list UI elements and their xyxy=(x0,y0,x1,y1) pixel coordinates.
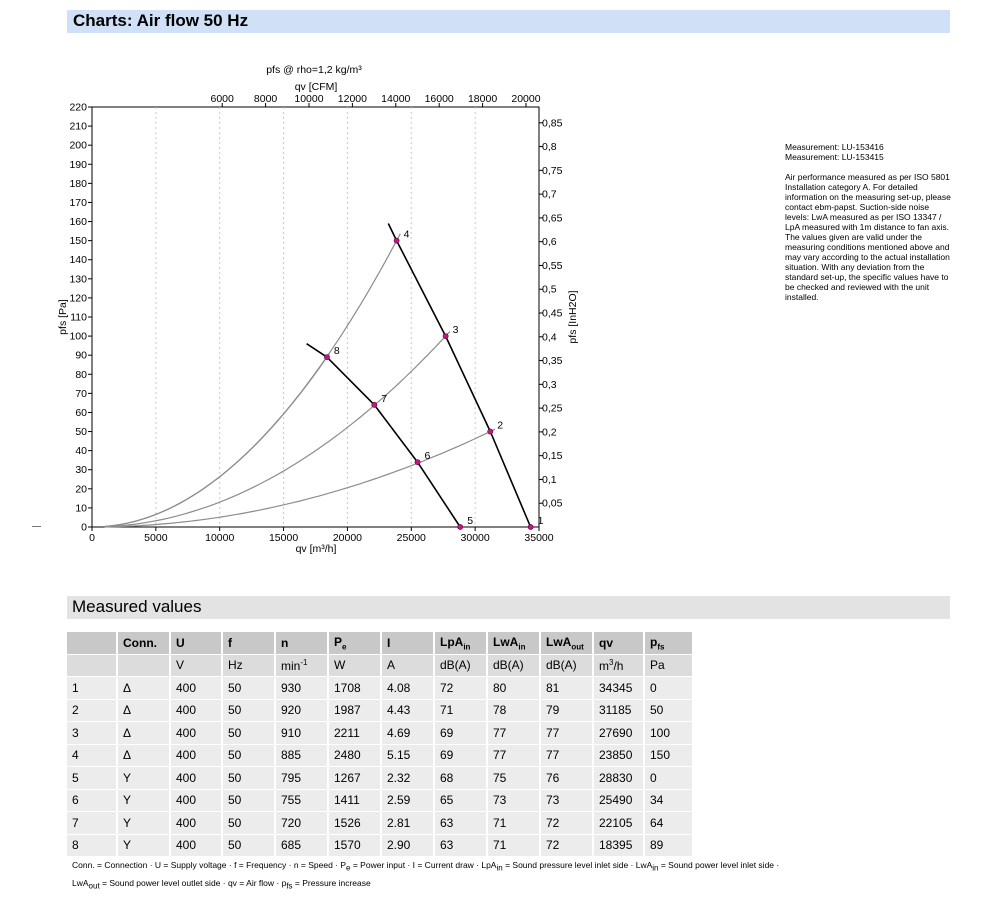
table-cell: 78 xyxy=(488,700,541,723)
operating-point xyxy=(443,333,448,338)
table-cell: 795 xyxy=(276,767,329,790)
table-cell: 1 xyxy=(67,677,118,700)
table-cell: 150 xyxy=(645,745,694,768)
table-cell: 400 xyxy=(171,700,223,723)
legend-text: = Pressure increase xyxy=(292,877,371,888)
y2-tick-label: 0,55 xyxy=(542,259,563,272)
operating-point xyxy=(324,354,329,359)
measured-values-header xyxy=(67,596,950,619)
y-tick-label: 170 xyxy=(69,196,87,209)
table-cell: 34345 xyxy=(594,677,645,700)
table-cell: Y xyxy=(118,767,171,790)
table-cell: 2.32 xyxy=(382,767,435,790)
table-cell: 68 xyxy=(435,767,488,790)
table-row xyxy=(67,835,694,858)
table-cell: 50 xyxy=(223,812,276,835)
x-tick-label: 35000 xyxy=(524,532,554,544)
operating-point-label: 5 xyxy=(467,515,474,527)
legend-sub: in xyxy=(652,863,659,873)
table-cell: 400 xyxy=(171,722,223,745)
header-n: n xyxy=(276,632,329,655)
table-cell: 77 xyxy=(541,745,594,768)
x-tick-label: 30000 xyxy=(460,532,490,544)
y-tick-label: 10 xyxy=(75,502,87,515)
y-tick-label: 90 xyxy=(75,349,87,362)
table-cell: 400 xyxy=(171,677,223,700)
x2-tick-label: 18000 xyxy=(467,93,498,105)
header-lwaout-main: LwA xyxy=(546,634,572,649)
legend-sub: e xyxy=(346,863,351,873)
table-cell: 50 xyxy=(645,700,694,723)
table-cell: 22105 xyxy=(594,812,645,835)
operating-point xyxy=(372,402,377,407)
y2-axis-label: pfs [InH2O] xyxy=(567,290,579,344)
header-lpain xyxy=(435,632,488,655)
x2-axis-label: qv [CFM] xyxy=(294,81,338,93)
y-tick-label: 100 xyxy=(69,330,87,343)
table-cell: 69 xyxy=(435,722,488,745)
table-cell: 1570 xyxy=(329,835,382,858)
table-cell: 25490 xyxy=(594,790,645,813)
unit-i: A xyxy=(382,655,435,678)
measurement-id-2: Measurement: LU-153415 xyxy=(785,152,884,162)
table-cell: 64 xyxy=(645,812,694,835)
measurement-description: Air performance measured as per ISO 5801 Installation category A. For detailed information on the measuring set-up, please contact ebm-papst. Suction-side noise levels: LwA measured as per ISO 13347 / LpA measured with 1m distance to fan axis. The values given are valid under the measuring conditions mentioned above and may vary according to the actual installation situation. With any deviation from the standard set-up, the specific values have to be checked and reviewed with the unit installed. xyxy=(785,172,951,302)
table-cell: Δ xyxy=(118,677,171,700)
y-tick-label: 190 xyxy=(69,158,87,171)
x-tick-label: 5000 xyxy=(144,532,168,544)
y2-tick-label: 0,85 xyxy=(542,117,563,130)
legend-sub: in xyxy=(496,863,503,873)
table-cell: 885 xyxy=(276,745,329,768)
header-lpain-sub: in xyxy=(463,641,471,651)
table-cell: 63 xyxy=(435,835,488,858)
table-cell: 72 xyxy=(541,812,594,835)
table-cell: 23850 xyxy=(594,745,645,768)
y-tick-label: 220 xyxy=(69,101,87,114)
table-cell: 2211 xyxy=(329,722,382,745)
y2-tick-label: 0,45 xyxy=(542,307,563,320)
unit-u: V xyxy=(171,655,223,678)
unit-index xyxy=(67,655,118,678)
y2-tick-label: 0,25 xyxy=(542,402,563,415)
y-tick-label: 50 xyxy=(75,426,87,439)
table-cell: 0 xyxy=(645,767,694,790)
table-cell: 72 xyxy=(435,677,488,700)
table-cell: 71 xyxy=(435,700,488,723)
operating-point xyxy=(415,459,420,464)
legend-text: = Sound power level outlet side · qv = Air flow · p xyxy=(99,877,287,888)
header-pfs-sub: fs xyxy=(657,641,665,651)
system-curve xyxy=(105,332,450,527)
table-cell: 77 xyxy=(488,745,541,768)
header-i: I xyxy=(382,632,435,655)
table-cell: 71 xyxy=(488,812,541,835)
operating-point-label: 1 xyxy=(537,515,544,527)
table-cell: 720 xyxy=(276,812,329,835)
table-row xyxy=(67,700,694,723)
y-tick-label: 0 xyxy=(81,521,87,534)
table-units-row xyxy=(67,655,694,678)
fan-curve xyxy=(307,344,461,527)
table-cell: 50 xyxy=(223,790,276,813)
table-cell: 73 xyxy=(541,790,594,813)
table-cell: 2.90 xyxy=(382,835,435,858)
unit-qv-sup: 3 xyxy=(609,657,614,667)
x-tick-label: 25000 xyxy=(396,532,426,544)
x2-tick-label: 16000 xyxy=(424,93,454,105)
table-cell: 910 xyxy=(276,722,329,745)
header-lwain-sub: in xyxy=(518,641,526,651)
unit-conn xyxy=(118,655,171,678)
table-cell: 73 xyxy=(488,790,541,813)
table-cell: 4.69 xyxy=(382,722,435,745)
x-tick-label: 0 xyxy=(89,532,95,544)
table-cell: 920 xyxy=(276,700,329,723)
x2-tick-label: 14000 xyxy=(381,93,411,105)
table-cell: 400 xyxy=(171,835,223,858)
legend-text: = Sound pressure level inlet side · LwA xyxy=(502,860,653,870)
legend-text: = Power input · I = Current draw · LpA xyxy=(350,860,497,870)
header-pe-main: P xyxy=(334,634,343,649)
y-tick-label: 40 xyxy=(75,445,87,458)
fan-curve xyxy=(388,224,530,528)
measurement-id-1: Measurement: LU-153416 xyxy=(785,142,884,152)
table-cell: 34 xyxy=(645,790,694,813)
unit-qv-tail: /h xyxy=(613,658,624,673)
y-tick-label: 130 xyxy=(69,273,87,286)
table-cell: 685 xyxy=(276,835,329,858)
margin-mark xyxy=(32,526,41,527)
table-cell: 80 xyxy=(488,677,541,700)
table-cell: 4.43 xyxy=(382,700,435,723)
table-cell: 89 xyxy=(645,835,694,858)
table-row xyxy=(67,745,694,768)
y2-tick-label: 0,8 xyxy=(542,141,557,154)
y-tick-label: 200 xyxy=(69,139,87,152)
table-header-row xyxy=(67,632,694,655)
table-cell: 1267 xyxy=(329,767,382,790)
table-cell: 1411 xyxy=(329,790,382,813)
x2-tick-label: 6000 xyxy=(210,93,234,105)
header-u: U xyxy=(171,632,223,655)
table-cell: 69 xyxy=(435,745,488,768)
header-lwaout xyxy=(541,632,594,655)
table-cell: 50 xyxy=(223,700,276,723)
table-cell: 2 xyxy=(67,700,118,723)
system-curve xyxy=(105,353,330,527)
measured-values-title: Measured values xyxy=(72,597,202,616)
unit-n-main: min xyxy=(281,658,301,673)
x2-tick-label: 10000 xyxy=(294,93,324,105)
legend-text: LwA xyxy=(72,877,89,888)
operating-point-label: 6 xyxy=(424,450,431,463)
y-tick-label: 120 xyxy=(69,292,87,305)
unit-lwain: dB(A) xyxy=(488,655,541,678)
table-cell: 50 xyxy=(223,677,276,700)
header-pe xyxy=(329,632,382,655)
y-tick-label: 70 xyxy=(75,387,87,400)
table-cell: 81 xyxy=(541,677,594,700)
header-pfs xyxy=(645,632,694,655)
y2-tick-label: 0,7 xyxy=(542,188,557,201)
table-cell: 4.08 xyxy=(382,677,435,700)
table-cell: 76 xyxy=(541,767,594,790)
y2-tick-label: 0,3 xyxy=(542,378,557,391)
y2-tick-label: 0,2 xyxy=(542,426,557,439)
table-cell: 63 xyxy=(435,812,488,835)
table-cell: 50 xyxy=(223,745,276,768)
table-cell: 0 xyxy=(645,677,694,700)
y2-tick-label: 0,5 xyxy=(542,283,557,296)
legend-text: = Sound power level inlet side · xyxy=(658,860,780,870)
chart-header-title: Charts: Air flow 50 Hz xyxy=(73,11,249,30)
table-cell: 2.59 xyxy=(382,790,435,813)
unit-lpain: dB(A) xyxy=(435,655,488,678)
table-row xyxy=(67,790,694,813)
y-tick-label: 60 xyxy=(75,406,87,419)
unit-lwaout: dB(A) xyxy=(541,655,594,678)
y2-tick-label: 0,65 xyxy=(542,212,563,225)
y2-tick-label: 0,35 xyxy=(542,355,563,368)
y-tick-label: 210 xyxy=(69,120,87,133)
table-cell: 1526 xyxy=(329,812,382,835)
legend-line-1 xyxy=(72,858,792,876)
legend-sub: fs xyxy=(286,881,293,891)
table-cell: 7 xyxy=(67,812,118,835)
y-tick-label: 80 xyxy=(75,368,87,381)
x2-tick-label: 20000 xyxy=(511,93,541,105)
y2-tick-label: 0,05 xyxy=(542,497,563,510)
table-cell: Δ xyxy=(118,745,171,768)
plot-frame xyxy=(92,107,539,527)
table-cell: 1987 xyxy=(329,700,382,723)
operating-point-label: 2 xyxy=(497,419,504,432)
unit-pfs: Pa xyxy=(645,655,694,678)
table-cell: Y xyxy=(118,835,171,858)
table-cell: 400 xyxy=(171,745,223,768)
operating-point xyxy=(458,524,463,529)
table-row xyxy=(67,812,694,835)
table-cell: 930 xyxy=(276,677,329,700)
y-tick-label: 140 xyxy=(69,254,87,267)
table-cell: 400 xyxy=(171,767,223,790)
table-cell: 65 xyxy=(435,790,488,813)
legend-line-2 xyxy=(72,876,792,894)
table-cell: 50 xyxy=(223,835,276,858)
y-axis-label: pfs [Pa] xyxy=(57,299,69,335)
y-tick-label: 30 xyxy=(75,464,87,477)
table-cell: 77 xyxy=(541,722,594,745)
measurement-notes xyxy=(785,142,955,312)
table-cell: 8 xyxy=(67,835,118,858)
table-cell: 77 xyxy=(488,722,541,745)
table-cell: 755 xyxy=(276,790,329,813)
unit-qv-main: m xyxy=(599,658,609,673)
table-cell: 4 xyxy=(67,745,118,768)
header-lwain xyxy=(488,632,541,655)
unit-f: Hz xyxy=(223,655,276,678)
header-pfs-main: p xyxy=(650,634,658,649)
y-tick-label: 160 xyxy=(69,216,87,229)
header-lwain-main: LwA xyxy=(493,634,519,649)
table-row xyxy=(67,722,694,745)
header-conn: Conn. xyxy=(118,632,171,655)
y2-tick-label: 0,15 xyxy=(542,450,563,463)
header-pe-sub: e xyxy=(342,641,347,651)
y2-tick-label: 0,1 xyxy=(542,473,557,486)
table-cell: 50 xyxy=(223,722,276,745)
y-tick-label: 110 xyxy=(70,311,87,324)
table-cell: 75 xyxy=(488,767,541,790)
measured-values-table xyxy=(67,632,694,857)
table-cell: 31185 xyxy=(594,700,645,723)
table-cell: 5.15 xyxy=(382,745,435,768)
table-cell: 100 xyxy=(645,722,694,745)
abbreviation-legend xyxy=(72,858,792,893)
table-cell: 50 xyxy=(223,767,276,790)
table-cell: Y xyxy=(118,812,171,835)
operating-point-label: 3 xyxy=(452,324,459,337)
system-curve xyxy=(105,429,495,527)
table-cell: 400 xyxy=(171,790,223,813)
table-cell: 5 xyxy=(67,767,118,790)
table-cell: 3 xyxy=(67,722,118,745)
x-axis-label: qv [m³/h] xyxy=(295,543,337,555)
legend-sub: out xyxy=(88,881,100,891)
unit-n-sup: -1 xyxy=(300,657,308,667)
table-cell: 72 xyxy=(541,835,594,858)
table-cell: Δ xyxy=(118,722,171,745)
operating-point-label: 7 xyxy=(381,392,388,405)
table-cell: 400 xyxy=(171,812,223,835)
operating-point xyxy=(394,238,399,243)
y-tick-label: 180 xyxy=(69,177,87,190)
operating-point-label: 8 xyxy=(333,345,340,358)
x2-tick-label: 8000 xyxy=(253,93,278,105)
table-cell: 28830 xyxy=(594,767,645,790)
y2-tick-label: 0,6 xyxy=(542,236,557,249)
unit-n xyxy=(276,655,329,678)
header-lwaout-sub: out xyxy=(571,641,584,651)
chart-title: pfs @ rho=1,2 kg/m³ xyxy=(266,64,362,76)
header-f: f xyxy=(223,632,276,655)
operating-point xyxy=(488,429,493,434)
table-cell: 71 xyxy=(488,835,541,858)
unit-qv xyxy=(594,655,645,678)
operating-point xyxy=(528,524,533,529)
x-tick-label: 10000 xyxy=(205,532,235,544)
table-cell: 6 xyxy=(67,790,118,813)
table-cell: 2480 xyxy=(329,745,382,768)
header-qv: qv xyxy=(594,632,645,655)
table-row xyxy=(67,767,694,790)
table-cell: 2.81 xyxy=(382,812,435,835)
table-cell: Δ xyxy=(118,700,171,723)
y2-tick-label: 0,4 xyxy=(542,331,557,344)
table-cell: Y xyxy=(118,790,171,813)
y2-tick-label: 0,75 xyxy=(542,164,563,177)
table-cell: 79 xyxy=(541,700,594,723)
header-lpain-main: LpA xyxy=(440,634,464,649)
system-curve xyxy=(105,234,401,527)
operating-point-label: 4 xyxy=(403,228,410,241)
x2-tick-label: 12000 xyxy=(337,93,367,105)
y-tick-label: 20 xyxy=(75,483,87,496)
table-cell: 27690 xyxy=(594,722,645,745)
table-cell: 1708 xyxy=(329,677,382,700)
x-tick-label: 20000 xyxy=(332,532,363,544)
y-tick-label: 150 xyxy=(69,235,87,248)
unit-pe: W xyxy=(329,655,382,678)
table-cell: 18395 xyxy=(594,835,645,858)
legend-text: Conn. = Connection · U = Supply voltage · f = Frequency · n = Speed · P xyxy=(72,860,347,870)
table-row xyxy=(67,677,694,700)
x-tick-label: 15000 xyxy=(268,532,299,544)
header-index xyxy=(67,632,118,655)
